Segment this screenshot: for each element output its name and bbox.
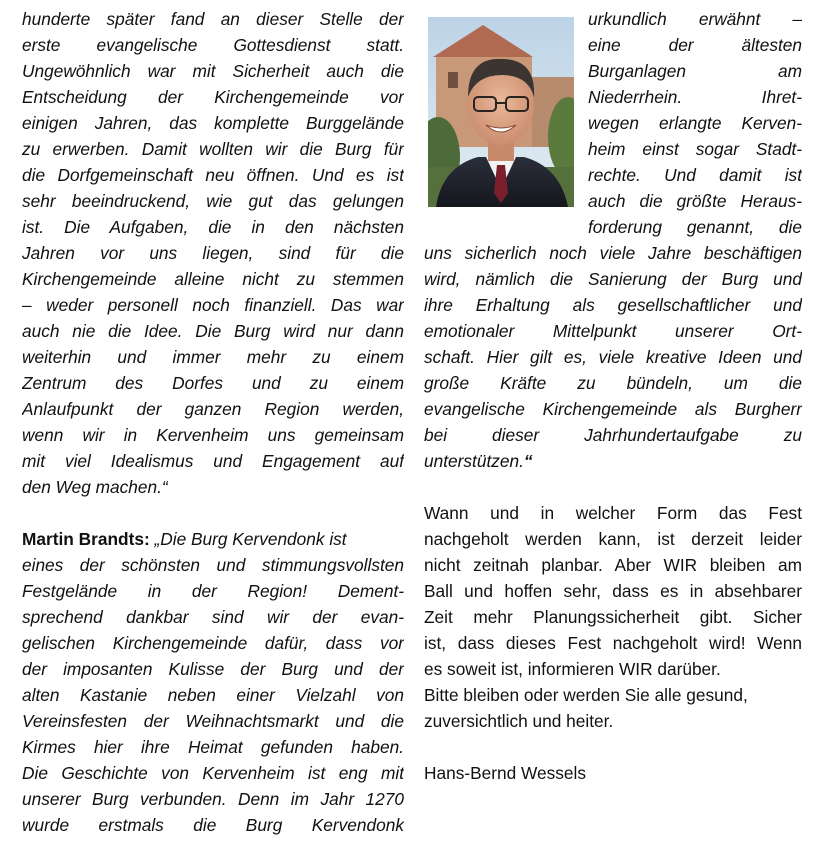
text-line: wurde erstmals die Burg Kervendonk — [22, 815, 404, 835]
quote-opening: „Die Burg Kervendonk ist — [149, 529, 347, 549]
text-line: Zentrum des Dorfes und zu einem — [22, 373, 404, 393]
text-line: Jahren vor uns liegen, sind für die — [22, 243, 404, 263]
text-line: Die Geschichte von Kervenheim ist eng mit — [22, 763, 404, 783]
text-line: einigen Jahren, das komplette Burggelände — [22, 113, 404, 133]
paragraph-gap — [424, 734, 802, 760]
text-line: Kirchengemeinde alleine nicht zu stemmen — [22, 269, 404, 289]
text-line: schaft. Hier gilt es, viele kreative Ideen und — [424, 347, 802, 367]
text-wrap-beside-photo — [588, 6, 802, 240]
text-line: Kirmes hier ihre Heimat gefunden haben. — [22, 737, 404, 757]
text-line: sehr beeindruckend, wie gut das gelungen — [22, 191, 404, 211]
text-line: alten Kastanie neben einer Vielzahl von — [22, 685, 404, 705]
closing-quote-mark: “ — [523, 451, 533, 471]
text-line: Festgelände in der Region! Dement- — [22, 581, 404, 601]
text-line: Anlaufpunkt der ganzen Region werden, — [22, 399, 404, 419]
text-line: emotionaler Mittelpunkt unserer Ort- — [424, 321, 802, 341]
text-line: auch die größte Heraus- — [588, 191, 802, 211]
text-line: es soweit ist, informieren WIR darüber. — [424, 659, 721, 679]
paragraph-gap — [22, 500, 404, 526]
left-column — [22, 6, 404, 838]
text-line: wird, nämlich die Sanierung der Burg und — [424, 269, 802, 289]
text-line: wenn wir in Kervenheim uns gemeinsam — [22, 425, 404, 445]
text-line: – weder personell noch finanziell. Das war — [22, 295, 404, 315]
closing-paragraph — [424, 500, 802, 786]
text-line: zuversichtlich und heiter. — [424, 711, 614, 731]
paragraph-gap — [424, 474, 802, 500]
text-line: bei dieser Jahrhundertaufgabe zu — [424, 425, 802, 445]
text-line: forderung genannt, die — [588, 217, 802, 237]
text-line: eine der ältesten — [588, 35, 802, 55]
text-line: auch nie die Idee. Die Burg wird nur dann — [22, 321, 404, 341]
speaker-line — [22, 526, 404, 552]
quote-end-line — [424, 448, 802, 474]
text-line: unserer Burg verbunden. Denn im Jahr 1270 — [22, 789, 404, 809]
text-line: gelischen Kirchengemeinde dafür, dass vor — [22, 633, 404, 653]
speaker-name: Martin Brandts: — [22, 529, 150, 549]
text-line: eines der schönsten und stimmungsvollsten — [22, 555, 404, 575]
text-line: urkundlich erwähnt – — [588, 9, 802, 29]
text-line: sprechend dankbar sind wir der evan- — [22, 607, 404, 627]
text-line: Burganlagen am — [588, 61, 802, 81]
text-line: erste evangelische Gottesdienst statt. — [22, 35, 404, 55]
text-line: Niederrhein. Ihret- — [588, 87, 802, 107]
text-line: weiterhin und immer mehr zu einem — [22, 347, 404, 367]
right-column — [424, 6, 802, 786]
quote-end-text: unterstützen. — [424, 451, 524, 471]
text-line: Ball und hoffen sehr, dass es in absehbarer — [424, 581, 802, 601]
text-line: Zeit mehr Planungssicherheit gibt. Sicher — [424, 607, 802, 627]
text-line: die Dorfgemeinschaft neu öffnen. Und es ist — [22, 165, 404, 185]
text-line: Vereinsfesten der Weihnachtsmarkt und die — [22, 711, 404, 731]
text-line: uns sicherlich noch viele Jahre beschäftigen — [424, 243, 802, 263]
text-line: zu erwerben. Damit wollten wir die Burg für — [22, 139, 404, 159]
text-line: Ungewöhnlich war mit Sicherheit auch die — [22, 61, 404, 81]
text-line: mit viel Idealismus und Engagement auf — [22, 451, 404, 471]
text-line: evangelische Kirchengemeinde als Burgherr — [424, 399, 802, 419]
text-line: ihre Erhaltung als gesellschaftlicher und — [424, 295, 802, 315]
text-line: Entscheidung der Kirchengemeinde vor — [22, 87, 404, 107]
text-line: nicht zeitnah planbar. Aber WIR bleiben am — [424, 555, 802, 575]
text-line: heim einst sogar Stadt- — [588, 139, 802, 159]
text-line: große Kräfte zu bündeln, um die — [424, 373, 802, 393]
text-line: hunderte später fand an dieser Stelle der — [22, 9, 404, 29]
text-line: ist, dass dieses Fest nachgeholt wird! Wenn — [424, 633, 802, 653]
text-line: rechte. Und damit ist — [588, 165, 802, 185]
text-line: der imposanten Kulisse der Burg und der — [22, 659, 404, 679]
text-line: den Weg machen.“ — [22, 477, 168, 497]
text-line: wegen erlangte Kerven- — [588, 113, 802, 133]
text-line: Wann und in welcher Form das Fest — [424, 503, 802, 523]
text-line: Bitte bleiben oder werden Sie alle gesund, — [424, 685, 748, 705]
text-line: ist. Die Aufgaben, die in den nächsten — [22, 217, 404, 237]
signature: Hans-Bernd Wessels — [424, 763, 586, 783]
text-line: nachgeholt werden kann, ist derzeit leider — [424, 529, 802, 549]
